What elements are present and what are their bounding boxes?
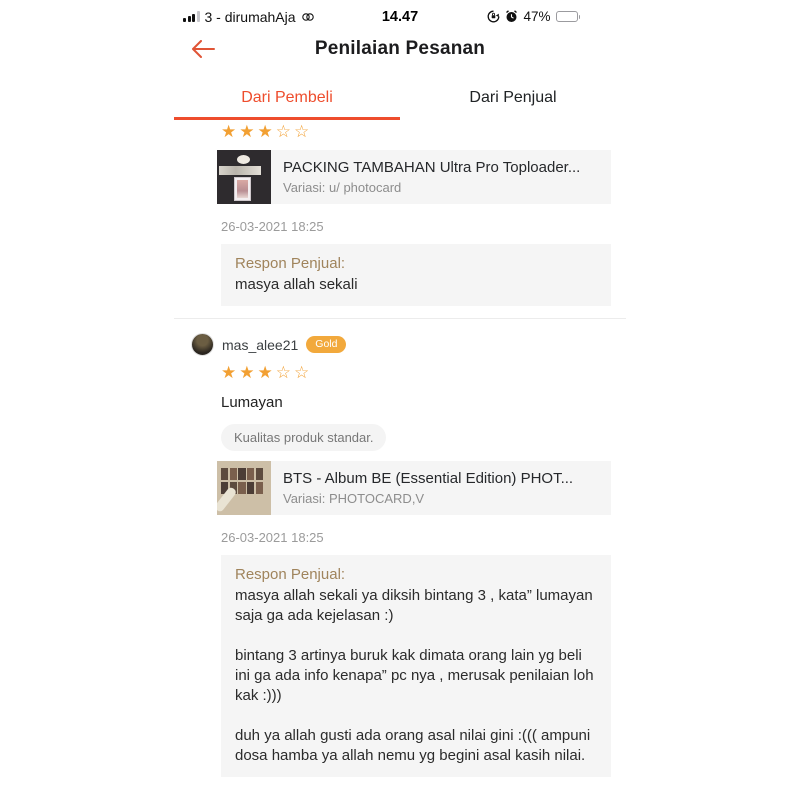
nav-header bbox=[174, 26, 626, 72]
product-variation: Variasi: u/ photocard bbox=[283, 180, 402, 195]
product-title: BTS - Album BE (Essential Edition) PHOT... bbox=[283, 470, 574, 487]
status-right bbox=[487, 9, 580, 24]
back-icon[interactable] bbox=[188, 34, 218, 64]
app-screen bbox=[174, 0, 626, 777]
seller-response-box bbox=[221, 555, 611, 777]
product-thumbnail bbox=[217, 150, 271, 204]
seller-response-box bbox=[221, 244, 611, 306]
product-title: PACKING TAMBAHAN Ultra Pro Toploader... bbox=[283, 159, 581, 176]
seller-response-text bbox=[235, 586, 597, 766]
review-tag-chip: Kualitas produk standar. bbox=[221, 424, 386, 451]
response-paragraph: duh ya allah gusti ada orang asal nilai gini :((( ampuni dosa hamba ya allah nemu yg begini asal kasih nilai. bbox=[235, 727, 591, 764]
product-card[interactable] bbox=[217, 150, 611, 204]
review-comment: Lumayan bbox=[221, 394, 283, 411]
product-info bbox=[271, 470, 585, 506]
product-variation: Variasi: PHOTOCARD,V bbox=[283, 491, 425, 506]
product-info bbox=[271, 159, 592, 195]
battery-icon bbox=[556, 11, 581, 22]
status-bar bbox=[174, 0, 626, 26]
clock-time: 14.47 bbox=[381, 8, 419, 25]
seller-response-text: masya allah sekali bbox=[235, 276, 358, 293]
seller-response-label: Respon Penjual: bbox=[235, 255, 346, 272]
tab-dari-penjual[interactable] bbox=[400, 76, 626, 120]
gold-member-badge: Gold bbox=[306, 336, 346, 354]
response-paragraph: bintang 3 artinya buruk kak dimata orang lain yg beli ini ga ada info kenapa” pc nya , merusak penilaian loh kak :))) bbox=[235, 647, 594, 704]
product-card[interactable] bbox=[217, 461, 611, 515]
tab-bar bbox=[174, 76, 626, 120]
review-date: 26-03-2021 18:25 bbox=[221, 219, 324, 234]
reviewer-row bbox=[191, 333, 626, 356]
rotation-lock-icon bbox=[487, 10, 500, 23]
seller-response-label: Respon Penjual: bbox=[235, 566, 346, 583]
product-thumbnail bbox=[217, 461, 271, 515]
carrier-label: 3 - dirumahAja bbox=[204, 8, 296, 25]
star-rating: ★★★☆☆ bbox=[221, 122, 313, 141]
tab-label: Dari Penjual bbox=[469, 89, 557, 106]
tab-label: Dari Pembeli bbox=[241, 89, 333, 106]
tab-dari-pembeli[interactable] bbox=[174, 76, 400, 120]
reviewer-username: mas_alee21 bbox=[222, 336, 299, 353]
page-title: Penilaian Pesanan bbox=[314, 38, 486, 59]
battery-percentage: 47% bbox=[523, 9, 551, 24]
star-rating: ★★★☆☆ bbox=[221, 363, 313, 382]
review-date: 26-03-2021 18:25 bbox=[221, 530, 324, 545]
review-item bbox=[174, 120, 626, 306]
avatar[interactable] bbox=[191, 333, 214, 356]
alarm-icon bbox=[505, 10, 518, 23]
response-paragraph: masya allah sekali ya diksih bintang 3 , kata” lumayan saja ga ada kejelasan :) bbox=[235, 587, 593, 624]
review-item bbox=[174, 319, 626, 777]
